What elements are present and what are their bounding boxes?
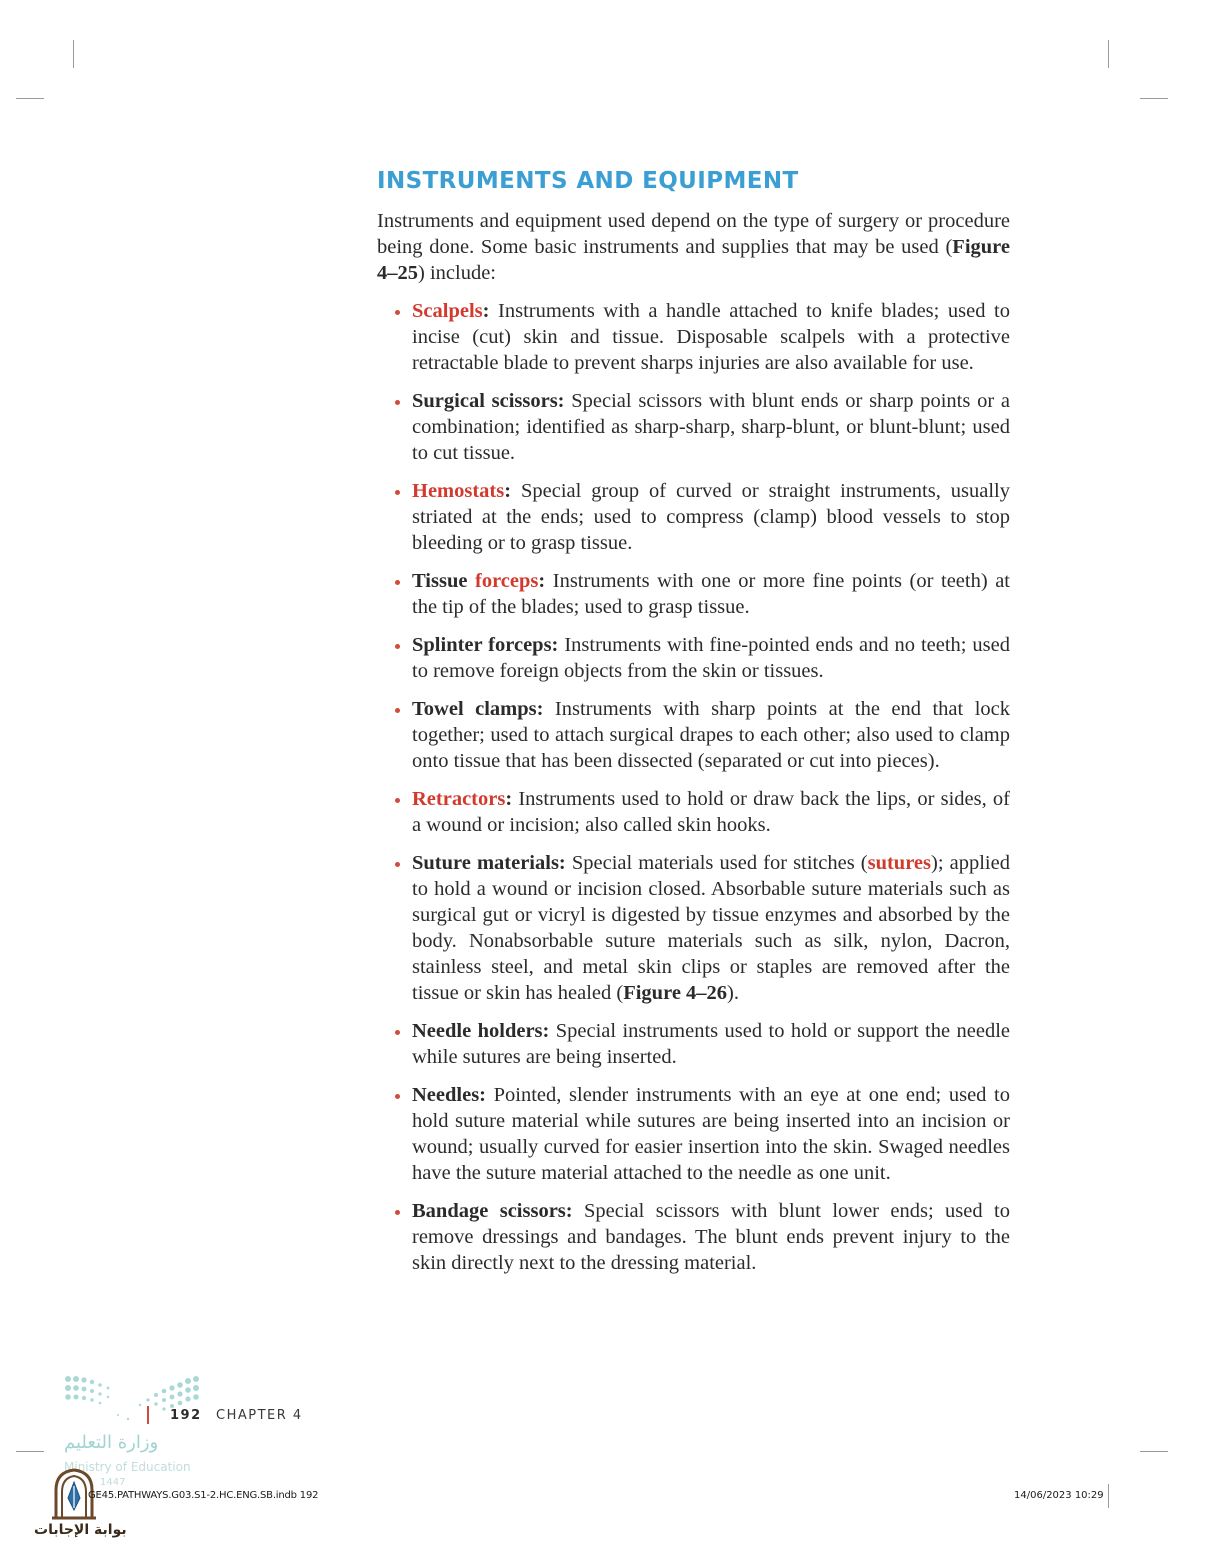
item-description: Special instruments used to hold or support the needle while sutures are being inserted.: [412, 1020, 1010, 1068]
list-item-retractors: [377, 786, 1010, 838]
figure-reference[interactable]: Figure 4–26: [623, 982, 728, 1004]
key-term[interactable]: sutures: [867, 852, 932, 874]
item-description: Special scissors with blunt ends or sharp points or a combination; identified as sharp-sharp, sharp-blunt, or blunt-blunt; used to cut tissue.: [412, 390, 1010, 464]
key-term[interactable]: Retractors: [412, 788, 506, 810]
list-item-surgical-scissors: [377, 388, 1010, 466]
crop-mark: [1140, 98, 1168, 99]
ministry-year: 1447: [100, 1477, 126, 1488]
item-description: Pointed, slender instruments with an eye at one end; used to hold suture material while sutures are being inserted into an incision or wound; usually curved for easier insertion into the skin. Swaged needles have the suture material attached to the needle as one unit.: [412, 1084, 1010, 1184]
page-number: 192: [170, 1408, 202, 1423]
crop-mark: [73, 40, 74, 68]
term-colon: :: [538, 570, 546, 592]
item-term: Needles:: [412, 1084, 487, 1106]
list-item-tissue-forceps: [377, 568, 1010, 620]
file-slug: GE45.PATHWAYS.G03.S1-2.HC.ENG.SB.indb 192: [88, 1490, 319, 1501]
item-description: Special scissors with blunt lower ends; used to remove dressings and bandages. The blunt ends prevent injury to the skin directly next to the dressing material.: [412, 1200, 1010, 1274]
item-term: Surgical scissors:: [412, 390, 565, 412]
intro-paragraph: [377, 208, 1010, 286]
list-item-needle-holders: [377, 1018, 1010, 1070]
item-term: Bandage scissors:: [412, 1200, 573, 1222]
crop-mark: [16, 1451, 44, 1452]
date-time-stamp: 14/06/2023 10:29: [1014, 1490, 1104, 1501]
list-item-towel-clamps: [377, 696, 1010, 774]
section-heading: INSTRUMENTS AND EQUIPMENT: [377, 168, 799, 194]
item-term: Suture materials:: [412, 852, 566, 874]
item-term: Towel clamps:: [412, 698, 544, 720]
item-description: Instruments used to hold or draw back the lips, or sides, of a wound or incision; also called skin hooks.: [412, 788, 1010, 836]
intro-text-end: ) include:: [418, 262, 496, 284]
folio-divider: [147, 1406, 149, 1424]
chapter-label: CHAPTER 4: [216, 1408, 303, 1423]
ministry-name-arabic: وزارة التعليم: [64, 1432, 159, 1453]
crop-mark: [1140, 1451, 1168, 1452]
item-description: Instruments with fine-pointed ends and no teeth; used to remove foreign objects from the skin or tissues.: [412, 634, 1010, 682]
item-term: Needle holders:: [412, 1020, 550, 1042]
item-description: Special group of curved or straight instruments, usually striated at the ends; used to compress (clamp) blood vessels to stop bleeding or to grasp tissue.: [412, 480, 1010, 554]
site-name: بوابة الإجابات: [34, 1522, 127, 1538]
item-description: Instruments with a handle attached to knife blades; used to incise (cut) skin and tissue. Disposable scalpels with a protective retractable blade to prevent sharps injuries are also available for use.: [412, 300, 1010, 374]
crop-mark: [16, 98, 44, 99]
key-term[interactable]: Scalpels: [412, 300, 483, 322]
crop-mark: [1108, 40, 1109, 68]
list-item-splinter-forceps: [377, 632, 1010, 684]
list-item-hemostats: [377, 478, 1010, 556]
ministry-name-english: Ministry of Education: [64, 1460, 191, 1474]
list-item-bandage-scissors: [377, 1198, 1010, 1276]
figure-reference[interactable]: Figure 4–25: [377, 236, 1010, 284]
item-term: Tissue: [412, 570, 475, 592]
crop-mark: [1108, 1484, 1109, 1508]
term-colon: :: [504, 480, 512, 502]
item-term: Splinter forceps:: [412, 634, 559, 656]
item-description: ).: [727, 982, 739, 1004]
intro-text: Instruments and equipment used depend on the type of surgery or procedure being done. Some basic instruments and supplies that may be used (: [377, 210, 1010, 258]
term-colon: :: [482, 300, 490, 322]
item-description: Instruments with sharp points at the end that lock together; used to attach surgical drapes to each other; also used to clamp onto tissue that has been dissected (separated or cut into pieces).: [412, 698, 1011, 772]
term-colon: :: [505, 788, 513, 810]
key-term[interactable]: Hemostats: [412, 480, 505, 502]
item-description: Special materials used for stitches (: [565, 852, 868, 874]
key-term[interactable]: forceps: [475, 570, 539, 592]
list-item-scalpels: [377, 298, 1010, 376]
instrument-list: [377, 298, 1010, 1288]
item-description: Instruments with one or more fine points (or teeth) at the tip of the blades; used to grasp tissue.: [412, 570, 1010, 618]
item-description: ); applied to hold a wound or incision closed. Absorbable suture materials such as surgical gut or vicryl is digested by tissue enzymes and absorbed by the body. Nonabsorbable suture materials such as silk, nylon, Dacron, stainless steel, and metal skin clips or staples are removed after the tissue or skin has healed (: [412, 852, 1010, 1004]
list-item-suture-materials: [377, 850, 1010, 1006]
list-item-needles: [377, 1082, 1010, 1186]
